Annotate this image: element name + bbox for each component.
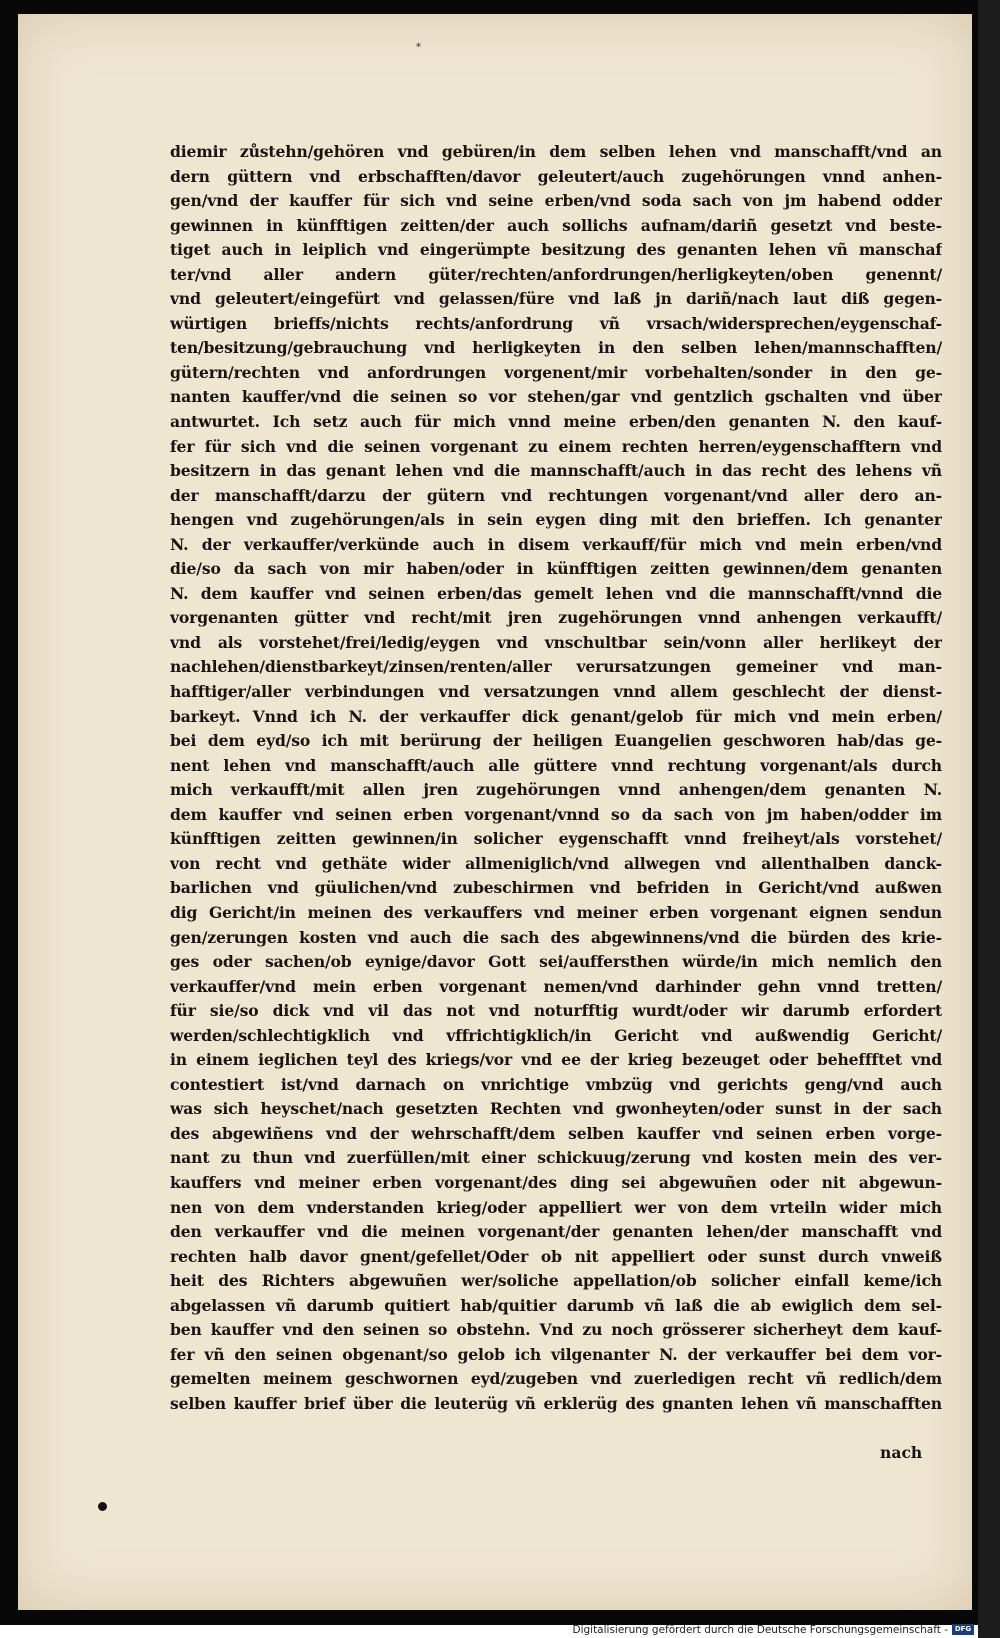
text-line: N. dem kauffer vnd seinen erben/das gemelt lehen vnd die mannschafft/vnnd die bbox=[170, 583, 942, 603]
text-line: würtigen brieffs/nichts rechts/anfordrung vñ vrsach/widersprechen/eygenschaf- bbox=[170, 313, 942, 333]
text-line: der manschafft/darzu der gütern vnd rechtungen vorgenant/vnd aller dero an- bbox=[170, 485, 942, 505]
ink-dot bbox=[98, 1502, 107, 1511]
text-line: dem kauffer vnd seinen erben vorgenant/vnnd so da sach von jm haben/odder im bbox=[170, 804, 942, 824]
text-line: vorgenanten gütter vnd recht/mit jren zugehörungen vnnd anhengen verkaufft/ bbox=[170, 608, 942, 628]
text-line: nanten kauffer/vnd die seinen so vor stehen/gar vnd gentzlich gschalten vnd über bbox=[170, 387, 942, 407]
text-line: antwurtet. Ich setz auch für mich vnnd meine erben/den genanten N. den kauf- bbox=[170, 412, 942, 432]
footer bbox=[572, 1623, 974, 1636]
text-line: künfftigen zeitten gewinnen/in solicher eygenschafft vnnd freiheyt/als vorstehet/ bbox=[170, 829, 942, 849]
text-line: abgelassen vñ darumb quitiert hab/quitier darumb vñ laß die ab ewiglich dem sel- bbox=[170, 1295, 942, 1315]
text-line: ter/vnd aller andern güter/rechten/anfordrungen/herligkeyten/oben genennt/ bbox=[170, 264, 942, 284]
text-line: N. der verkauffer/verkünde auch in disem verkauff/für mich vnd mein erben/vnd bbox=[170, 534, 942, 554]
text-line: gen/zerungen kosten vnd auch die sach des abgewinnens/vnd die bürden des krie- bbox=[170, 927, 942, 947]
text-line: in einem ieglichen teyl des kriegs/vor vnd ee der krieg bezeuget oder beheffftet vnd bbox=[170, 1050, 942, 1070]
text-line: vnd geleutert/eingefürt vnd gelassen/füre vnd laß jn dariñ/nach laut diß gegen- bbox=[170, 289, 942, 309]
text-line: contestiert ist/vnd darnach on vnrichtige vmbzüg vnd gerichts geng/vnd auch bbox=[170, 1074, 942, 1094]
text-line: die/so da sach von mir haben/oder in künfftigen zeitten gewinnen/dem genanten bbox=[170, 559, 942, 579]
text-line: gewinnen in künfftigen zeitten/der auch sollichs aufnam/dariñ gesetzt vnd beste- bbox=[170, 215, 942, 235]
text-line: rechten halb davor gnent/gefellet/Oder ob nit appelliert oder sunst durch vnweiß bbox=[170, 1246, 942, 1266]
body-text bbox=[170, 140, 942, 1416]
dfg-logo-icon: DFG bbox=[952, 1624, 974, 1635]
text-line: mich verkaufft/mit allen jren zugehörungen vnnd anhengen/dem genanten N. bbox=[170, 780, 942, 800]
text-line: heit des Richters abgewuñen wer/soliche appellation/ob solicher einfall keme/ich bbox=[170, 1271, 942, 1291]
text-line: barkeyt. Vnnd ich N. der verkauffer dick genant/gelob für mich vnd mein erben/ bbox=[170, 706, 942, 726]
text-line: verkauffer/vnd mein erben vorgenant nemen/vnd darhinder gehn vnnd tretten/ bbox=[170, 976, 942, 996]
page-mark: * bbox=[416, 42, 421, 53]
text-line: nant zu thun vnd zuerfüllen/mit einer schickuug/zerung vnd kosten mein des ver- bbox=[170, 1148, 942, 1168]
text-line: nen von dem vnderstanden krieg/oder appelliert wer von dem vrteiln wider mich bbox=[170, 1197, 942, 1217]
text-line: werden/schlechtigklich vnd vffrichtigklich/in Gericht vnd außwendig Gericht/ bbox=[170, 1025, 942, 1045]
text-line: fer vñ den seinen obgenant/so gelob ich vilgenanter N. der verkauffer bei dem vor- bbox=[170, 1344, 942, 1364]
catchword: nach bbox=[880, 1443, 923, 1462]
text-line: gütern/rechten vnd anfordrungen vorgenent/mir vorbehalten/sonder in den ge- bbox=[170, 362, 942, 382]
text-line: selben kauffer brief über die leuterüg vñ erklerüg des gnanten lehen vñ manschafften bbox=[170, 1393, 942, 1413]
text-line: gen/vnd der kauffer für sich vnd seine erben/vnd soda sach von jm habend odder bbox=[170, 191, 942, 211]
text-line: dig Gericht/in meinen des verkauffers vnd meiner erben vorgenant eignen sendun bbox=[170, 902, 942, 922]
text-line: ten/besitzung/gebrauchung vnd herligkeyten in den selben lehen/mannschafften/ bbox=[170, 338, 942, 358]
text-line: kauffers vnd meiner erben vorgenant/des ding sei abgewuñen oder nit abgewun- bbox=[170, 1172, 942, 1192]
text-line: gemelten meinem geschwornen eyd/zugeben vnd zuerledigen recht vñ redlich/dem bbox=[170, 1369, 942, 1389]
text-line: tiget auch in leiplich vnd eingerümpte besitzung des genanten lehen vñ manschaf bbox=[170, 240, 942, 260]
text-line: den verkauffer vnd die meinen vorgenant/der genanten lehen/der manschafft vnd bbox=[170, 1222, 942, 1242]
text-line: für sie/so dick vnd vil das not vnd noturfftig wurdt/oder wir darumb erfordert bbox=[170, 1001, 942, 1021]
text-line: des abgewiñens vnd der wehrschafft/dem selben kauffer vnd seinen erben vorge- bbox=[170, 1123, 942, 1143]
text-line: ges oder sachen/ob eynige/davor Gott sei/auffersthen würde/in mich nemlich den bbox=[170, 952, 942, 972]
scan-border-right bbox=[978, 0, 1000, 1638]
text-line: nent lehen vnd manschafft/auch alle güttere vnnd rechtung vorgenant/als durch bbox=[170, 755, 942, 775]
text-line: was sich heyschet/nach gesetzten Rechten vnd gwonheyten/oder sunst in der sach bbox=[170, 1099, 942, 1119]
text-line: bei dem eyd/so ich mit berürung der heiligen Euangelien geschworen hab/das ge- bbox=[170, 731, 942, 751]
text-line: hengen vnd zugehörungen/als in sein eygen ding mit den brieffen. Ich genanter bbox=[170, 510, 942, 530]
text-line: nachlehen/dienstbarkeyt/zinsen/renten/aller verursatzungen gemeiner vnd man- bbox=[170, 657, 942, 677]
text-line: vnd als vorstehet/frei/ledig/eygen vnd vnschultbar sein/vonn aller herlikeyt der bbox=[170, 632, 942, 652]
text-line: hafftiger/aller verbindungen vnd versatzungen vnnd allem geschlecht der dienst- bbox=[170, 682, 942, 702]
text-line: besitzern in das genant lehen vnd die mannschafft/auch in das recht des lehens vñ bbox=[170, 461, 942, 481]
text-line: fer für sich vnd die seinen vorgenant zu einem rechten herren/eygenschafftern vnd bbox=[170, 436, 942, 456]
text-line: ben kauffer vnd den seinen so obstehn. Vnd zu noch grösserer sicherheyt dem kauf- bbox=[170, 1320, 942, 1340]
text-line: barlichen vnd güulichen/vnd zubeschirmen vnd befriden in Gericht/vnd außwen bbox=[170, 878, 942, 898]
footer-text: Digitalisierung gefördert durch die Deutsche Forschungsgemeinschaft - bbox=[572, 1623, 948, 1636]
text-line: diemir zůstehn/gehören vnd gebüren/in dem selben lehen vnd manschafft/vnd an bbox=[170, 142, 942, 161]
text-line: von recht vnd gethäte wider allmeniglich/vnd allwegen vnd allenthalben danck- bbox=[170, 853, 942, 873]
text-line: dern güttern vnd erbschafften/davor geleutert/auch zugehörungen vnnd anhen- bbox=[170, 166, 942, 186]
